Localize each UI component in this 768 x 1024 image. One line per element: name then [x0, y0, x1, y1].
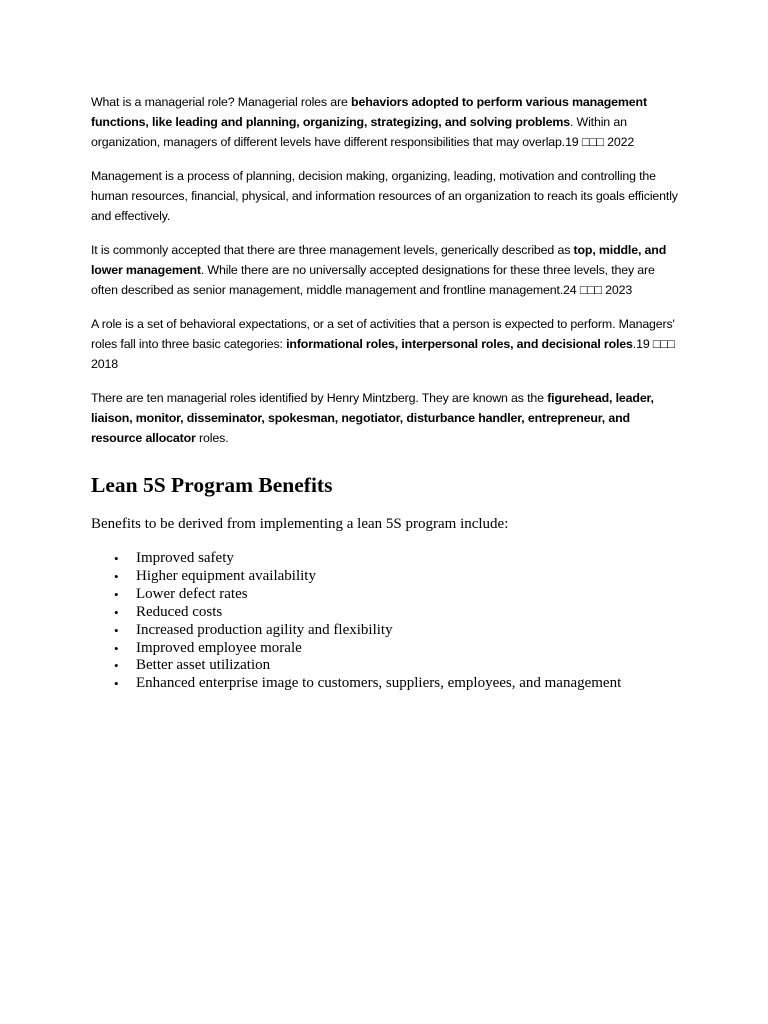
- document-page: [91, 92, 681, 693]
- bold-text-run: top, middle, and lower management: [91, 243, 667, 277]
- list-item: [114, 675, 681, 693]
- bullet-icon: •: [114, 658, 119, 674]
- text-run: . Within an organization, managers of different levels have different responsibilities that may overlap.19 □□□ 2022: [91, 115, 635, 149]
- list-item-text: Higher equipment availability: [136, 567, 316, 584]
- list-item: [114, 550, 681, 568]
- bullet-icon: •: [114, 640, 119, 656]
- list-item-text: Lower defect rates: [136, 585, 248, 602]
- list-item-text: Reduced costs: [136, 603, 223, 620]
- list-item-text: Improved safety: [136, 550, 234, 566]
- text-run: It is commonly accepted that there are three management levels, generically described as: [91, 243, 574, 257]
- text-run: Management is a process of planning, decision making, organizing, leading, motivation and controlling the human resources, financial, physical, and information resources of an organization to reach its goals efficiently and effectively.: [91, 169, 678, 223]
- bullet-icon: •: [114, 604, 119, 620]
- text-run: roles.: [195, 431, 229, 445]
- list-item: [114, 585, 681, 604]
- list-item-text: Increased production agility and flexibility: [136, 621, 393, 638]
- bold-text-run: figurehead, leader, liaison, monitor, disseminator, spokesman, negotiator, disturbance handler, entrepreneur, and resource allocator: [91, 391, 654, 445]
- bold-text-run: informational roles, interpersonal roles, and decisional roles: [286, 337, 633, 351]
- bullet-icon: •: [114, 568, 119, 584]
- list-item: [114, 567, 681, 586]
- section-intro: Benefits to be derived from implementing a lean 5S program include:: [91, 516, 509, 532]
- benefits-list: [91, 550, 681, 693]
- list-item: [114, 621, 681, 640]
- bullet-icon: •: [114, 676, 119, 692]
- paragraph-mintzberg-roles: [91, 388, 681, 448]
- paragraph-role-categories: [91, 314, 681, 374]
- text-run: .19 □□□ 2018: [91, 337, 675, 371]
- bullet-icon: •: [114, 586, 119, 602]
- paragraph-management-levels: [91, 240, 681, 300]
- text-run: What is a managerial role? Managerial roles are: [91, 95, 352, 109]
- list-item: [114, 639, 681, 658]
- bullet-icon: •: [114, 622, 119, 638]
- list-item-text: Improved employee morale: [136, 639, 302, 656]
- list-item: [114, 603, 681, 622]
- text-run: There are ten managerial roles identified by Henry Mintzberg. They are known as the: [91, 391, 548, 405]
- section-heading: Lean 5S Program Benefits: [91, 473, 333, 497]
- paragraph-managerial-role: [91, 92, 681, 152]
- text-run: A role is a set of behavioral expectations, or a set of activities that a person is expected to perform. Managers' roles fall into three basic categories:: [91, 317, 675, 351]
- bullet-icon: •: [114, 551, 119, 566]
- bold-text-run: behaviors adopted to perform various management functions, like leading and planning, organizing, strategizing, and solving problems: [91, 95, 647, 129]
- list-item: [114, 657, 681, 675]
- paragraph-management-definition: [91, 166, 681, 226]
- list-item-text: Better asset utilization: [136, 657, 271, 674]
- list-item-text: Enhanced enterprise image to customers, suppliers, employees, and management: [136, 675, 622, 692]
- text-run: . While there are no universally accepted designations for these three levels, they are often described as senior management, middle management and frontline management.24 □□□ 2023: [91, 263, 655, 297]
